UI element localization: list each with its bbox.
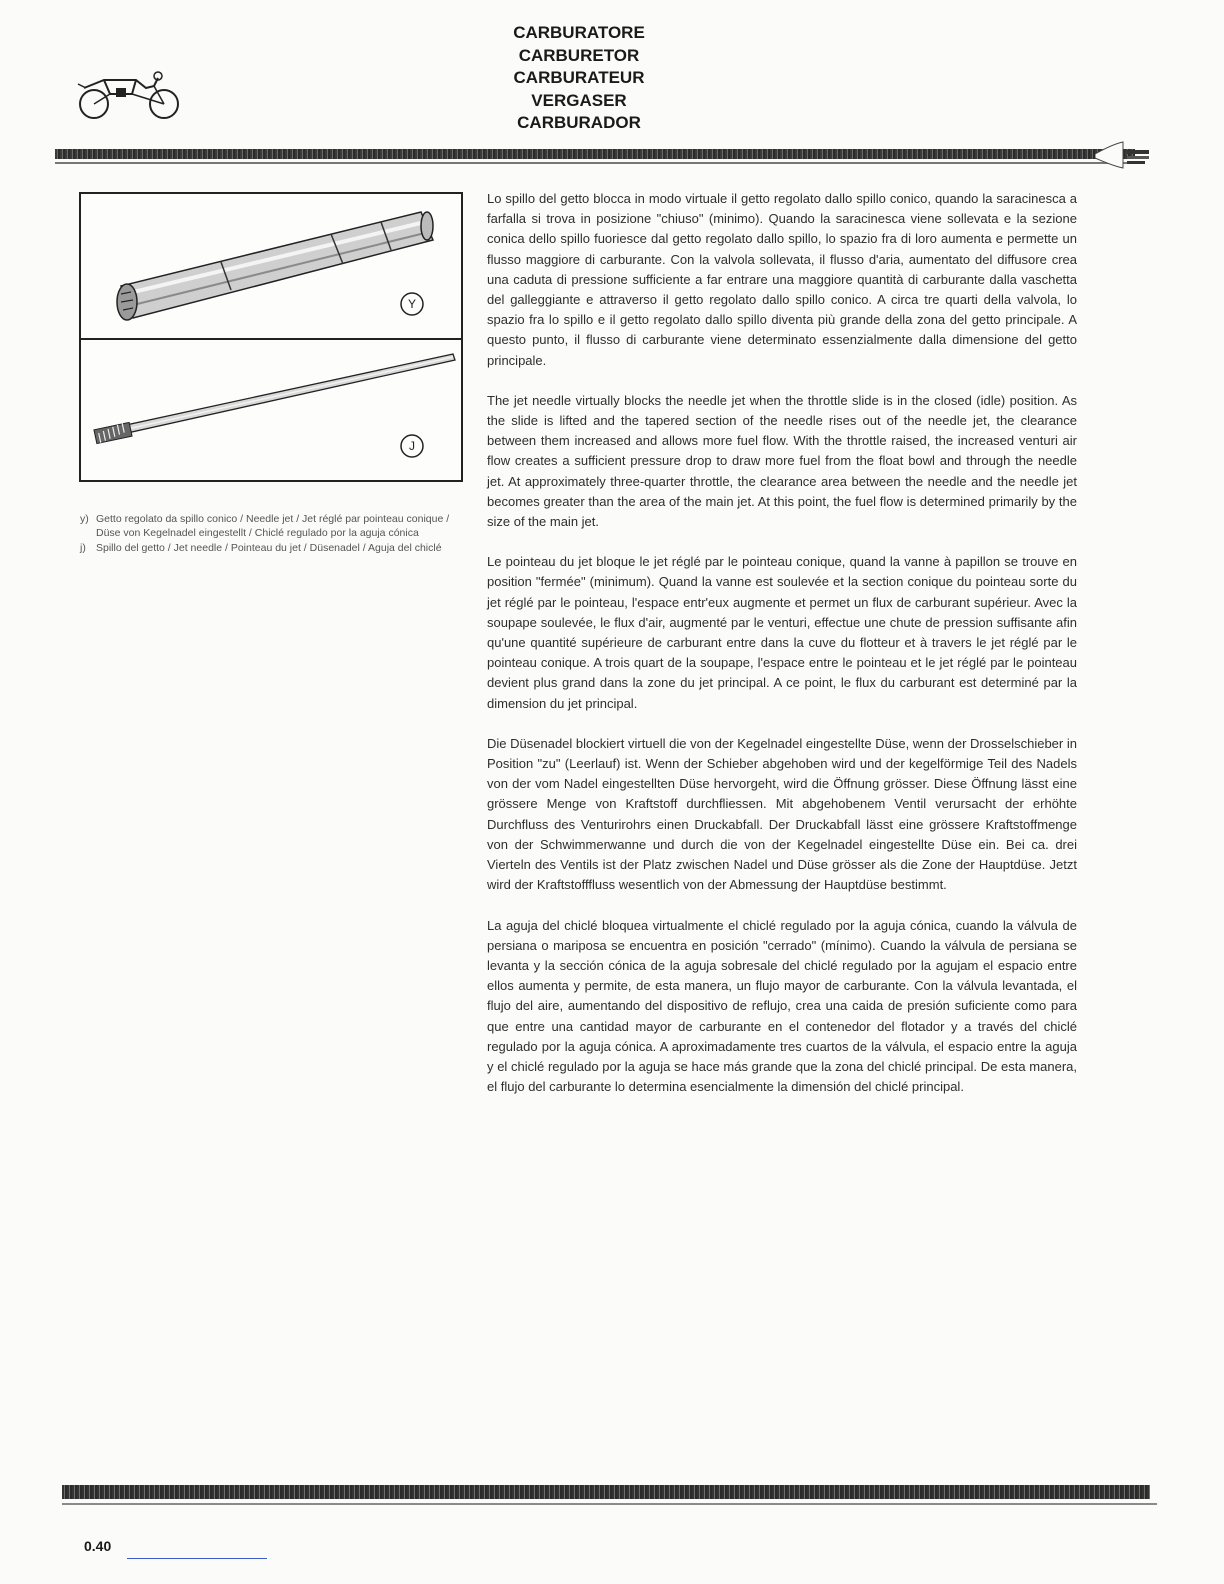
caption-key: y) (80, 513, 89, 525)
figure-label-j: J (409, 439, 415, 453)
caption-text: Spillo del getto / Jet needle / Pointeau du jet / Düsenadel / Aguja del chiclé (96, 542, 442, 554)
page-number-underline (127, 1558, 267, 1559)
title-english: CARBURETOR (518, 45, 640, 65)
header-rule (55, 149, 1135, 159)
title-german: VERGASER (531, 90, 627, 110)
paragraph-french: Le pointeau du jet bloque le jet réglé par le pointeau conique, quand la vanne à papillon se trouve en position "fermée" (minimum). Quand la vanne est soulevée et la section conique du pointeau sorte du jet réglé par le pointeau, l'espace entr'eux augmente et permet un flux de carburant supérieur. Avec la soupape soulevée, le flux d'air, augmenté par le venturi, effectue une chute de pression suffisante afin qu'une quantité supérieure de carburant entre dans la cuve du flotteur et à travers le jet réglé par le pointeau conique. A trois quart de la soupape, l'espace entre le pointeau et le jet réglé par le pointeau devient plus grand dans la zone du jet principal. A ce point, le flux du carburant est determiné par la dimension du jet principal. (487, 554, 1077, 711)
footer-rule-thin (62, 1503, 1157, 1505)
page-title (420, 22, 738, 135)
footer-rule (62, 1485, 1150, 1499)
figure-label-y: Y (407, 297, 416, 311)
title-spanish: CARBURADOR (517, 113, 641, 132)
paragraph-italian: Lo spillo del getto blocca in modo virtuale il getto regolato dallo spillo conico, quando la saracinesca a farfalla si trova in posizione "chiuso" (minimo). Quando la saracinesca viene sollevata e la sezione conica dello spillo fuoriesce dal getto regolato dallo spillo, lo spazio fra di loro aumenta e permette un flusso maggiore di carburante. Con la valvola sollevata, il flusso d'aria, aumentato del diffusore crea una caduta di pressione sufficiente a far entrare una maggiore quantità di carburante dalla vaschetta del galleggiante e attraverso il getto regolato dallo spillo conico. A circa tre quarti della valvola, lo spazio fra lo spillo e il getto regolato dallo spillo diventa più grande della zona del getto principale. A questo punto, il flusso di carburante viene determinato essenzialmente dalla dimensione del getto principale. (487, 191, 1077, 368)
caption-item-j (80, 541, 464, 555)
header-rule-thin (55, 162, 1145, 164)
figure-caption (80, 512, 464, 556)
title-french: CARBURATEUR (513, 68, 645, 87)
needle-jet-drawing (117, 212, 433, 320)
paragraph-english: The jet needle virtually blocks the needle jet when the throttle slide is in the closed (idle) position. As the slide is lifted and the tapered section of the needle rises out of the needle jet, the clearance between them increased and allows more fuel flow. With the throttle raised, the increased venturi air flow creates a sufficient pressure drop to draw more fuel from the float bowl and through the needle jet. At approximately three-quarter throttle, the clearance area between the needle and the needle jet becomes greater than the area of the main jet. At this point, the fuel flow is determined primarily by the size of the main jet. (487, 392, 1077, 530)
caption-item-y (80, 512, 464, 540)
jet-needle-drawing (94, 354, 455, 444)
component-figure (79, 192, 463, 482)
motorcycle-icon (74, 66, 184, 122)
body-text (487, 189, 1077, 1117)
header-rule-end-ornament (1095, 136, 1155, 176)
figure-divider (81, 338, 461, 340)
paragraph-german: Die Düsenadel blockiert virtuell die von der Kegelnadel eingestellte Düse, wenn der Drosselschieber in Position "zu" (Leerlauf) ist. Wenn der Schieber abgehoben wird und der kegelförmige Teil des Nadels von der vom Nadel eingestellten Düse hervorgeht, wird die Öffnung grösser. Diese Öffnung lässt eine grössere Menge von Kraftstoff durchfliessen. Mit abgehobenem Ventil verursacht der erhöhte Durchfluss des Venturirohrs einen Druckabfall. Der Druckabfall lässt eine grössere Kraftstoffmenge von der Schwimmerwanne und durch die von der Kegelnadel eingestellte Düse ein. Bei ca. drei Vierteln des Ventils ist der Platz zwischen Nadel und Düse grösser als die Zone der Hauptdüse. Jetzt wird der Kraftstofffluss wesentlich von der Abmessung der Hauptdüse bestimmt. (487, 735, 1077, 893)
caption-text: Getto regolato da spillo conico / Needle jet / Jet réglé par pointeau conique / Düse von Kegelnadel eingestellt / Chiclé regulado por la aguja cónica (96, 513, 450, 539)
page-number: 0.40 (84, 1538, 112, 1554)
caption-key: j) (80, 542, 86, 554)
needle-jet-illustration (81, 194, 461, 480)
title-italian: CARBURATORE (513, 23, 645, 42)
paragraph-spanish: La aguja del chiclé bloquea virtualmente el chiclé regulado por la aguja cónica, cuando la válvula de persiana o mariposa se encuentra en posición "cerrado" (mínimo). Cuando la válvula de persiana se levanta y la sección cónica de la aguja sobresale del chiclé regulado por la agujam el espacio entre ellos aumenta y permite, de esta manera, un flujo mayor de carburante. Con la válvula levantada, el flujo del aire, aumentando del dispositivo de reflujo, crea una caida de presión suficiente como para que entre una cantidad mayor de carburante en el contenedor del flotador y a través del chiclé regulado por la aguja cónica. A aproximadamente tres cuartos de la válvula, el espacio entre la aguja y el chiclé regulado por la aguja se hace más grande que la zona del chiclé principal. De esta manera, el flujo del carburante lo determina esencialmente la dimensión del chiclé principal. (487, 917, 1077, 1095)
